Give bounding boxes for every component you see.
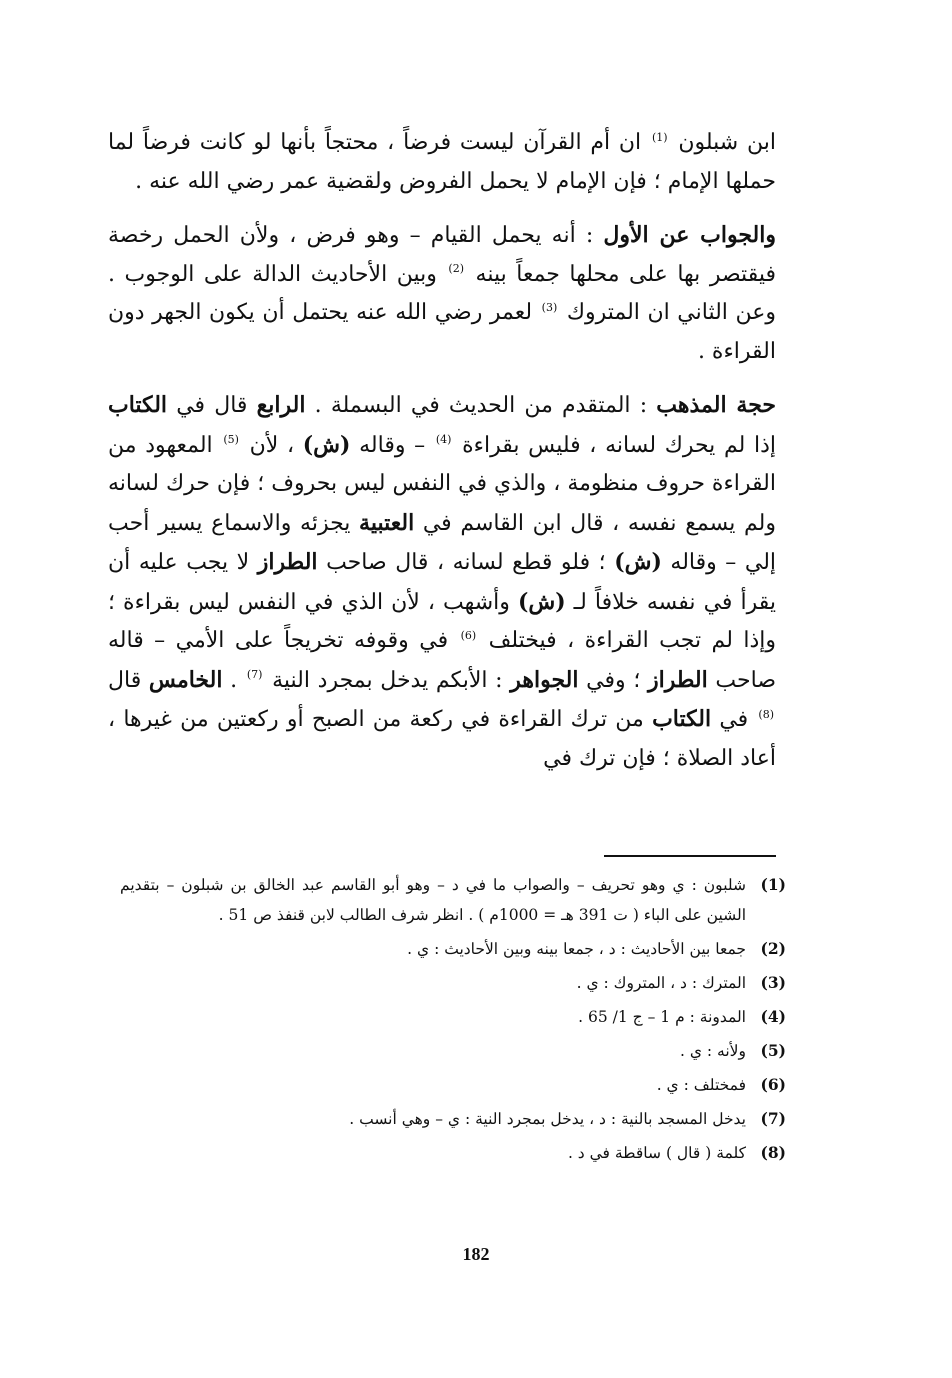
text-run: في: [711, 707, 757, 732]
bold-term: (ش): [614, 549, 662, 575]
text-run: إذا لم يحرك لسانه ، فليس بقراءة: [453, 432, 777, 458]
footnote-number: (4): [760, 1007, 786, 1026]
footnote-number: (8): [760, 1143, 786, 1162]
footnote-reference: (6): [460, 628, 477, 642]
footnote-number: (2): [760, 939, 786, 958]
bold-term: الطراز: [647, 666, 708, 693]
footnote-text: جمعا بين الأحاديث : د ، جمعا بينه وبين الأحاديث : ي .: [407, 940, 746, 958]
footnote-number: (7): [760, 1109, 786, 1128]
text-run: يجزئه والاسماع يسير أحب إلي – وقاله: [108, 510, 777, 575]
bold-term: الجواهر: [510, 666, 579, 693]
paragraph-3: [108, 386, 776, 778]
footnote-item: [120, 1036, 786, 1066]
text-run: من ترك القراءة في ركعة من الصبح أو ركعتين من غيرها ، أعاد الصلاة ؛ فإن ترك في: [108, 707, 776, 771]
footnote-number: (3): [760, 973, 786, 992]
paragraph-1: [108, 124, 776, 201]
footnote-reference: (5): [223, 433, 239, 447]
footnote-text: المدونة : م 1 – ج 1/ 65 .: [578, 1008, 746, 1026]
footnote-item: [120, 1138, 786, 1168]
text-run: لا يجب عليه أن يقرأ في نفسه خلافاً لـ: [108, 550, 776, 615]
text-run: وأشهب ، لأن الذي في النفس ليس بقراءة ؛ وإذا لم تجب القراءة ، فيختلف: [108, 589, 776, 653]
footnote-text: كلمة ( قال ) ساقطة في د .: [567, 1144, 746, 1162]
footnote-reference: (2): [448, 262, 464, 276]
main-text: [108, 124, 776, 778]
footnote-item: [120, 1002, 786, 1032]
text-run: قال في: [167, 393, 257, 418]
bold-term: (ش): [302, 431, 351, 458]
text-run: : أنه يحمل القيام – وهو فرض ، ولأن الحمل رخصة فيقتصر بها على محلها جمعاً بينه: [108, 223, 776, 287]
text-run: المعهود من القراءة حروف منظومة ، والذي في النفس ليس بحروف ؛ فإن حرك لسانه ولم يسمع نفسه ، قال ابن القاسم في: [108, 432, 776, 536]
footnote-text: يدخل المسجد بالنية : د ، يدخل بمجرد النية : ي – وهي أنسب .: [349, 1110, 746, 1128]
footnote-separator: [604, 855, 776, 857]
footnote-item: [120, 870, 786, 930]
footnotes-list: [120, 870, 786, 1172]
footnote-number: (1): [760, 875, 786, 894]
footnote-text: فمختلف : ي .: [656, 1076, 746, 1094]
footnote-item: [120, 1104, 786, 1134]
text-run: : المتقدم من الحديث في البسملة .: [305, 393, 657, 418]
footnote-item: [120, 1070, 786, 1100]
text-run: .: [222, 667, 245, 693]
text-run: : الأبكم يدخل بمجرد النية: [264, 667, 511, 693]
text-run: قال: [108, 667, 149, 693]
text-run: ، لأن: [240, 432, 303, 458]
bold-term: (ش): [517, 588, 566, 615]
text-run: ابن شبلون: [669, 130, 776, 155]
bold-term: الطراز: [257, 549, 318, 575]
page-number: 182: [462, 1244, 490, 1264]
text-run: ؛ فلو قطع لسانه ، قال صاحب: [317, 550, 615, 575]
footnote-reference: (8): [758, 707, 774, 721]
footnote-item: [120, 968, 786, 998]
bold-term: العتبية: [359, 509, 415, 536]
footnote-text: ولأنه : ي .: [679, 1042, 746, 1060]
footnote-reference: (7): [246, 668, 263, 682]
footnote-reference: (3): [541, 300, 558, 314]
text-run: وبين الأحاديث الدالة على الوجوب . وعن الثاني ان المتروك: [108, 261, 776, 325]
bold-term: الكتاب: [652, 706, 712, 732]
footnote-reference: (4): [435, 433, 452, 447]
paragraph-2: [108, 216, 776, 371]
text-run: في وقوفه تخريجاً على الأمي – قاله صاحب: [108, 628, 776, 693]
bold-term: الكتاب: [108, 392, 168, 418]
text-run: – وقاله: [350, 432, 434, 458]
footnote-number: (6): [760, 1075, 786, 1094]
bold-term: الرابع: [256, 392, 306, 418]
footnote-text: المترك : د ، المتروك : ي .: [576, 974, 746, 992]
bold-term: والجواب عن الأول: [603, 222, 776, 248]
footnote-item: [120, 934, 786, 964]
footnote-reference: (1): [651, 130, 668, 144]
bold-term: الخامس: [148, 666, 223, 693]
text-run: ؛ وفي: [578, 667, 648, 693]
footnote-number: (5): [760, 1041, 786, 1060]
footnote-text: شلبون : ي وهو تحريف – والصواب ما في د – وهو أبو القاسم عبد الخالق بن شبلون – بتقديم الشين على الباء ( ت 391 هـ = 1000م ) . انظر شرف الطالب لابن قنفذ ص 51 .: [120, 876, 746, 924]
bold-term: حجة المذهب: [656, 392, 776, 418]
text-run: لعمر رضي الله عنه يحتمل أن يكون الجهر دون القراءة .: [108, 300, 776, 364]
text-run: ان أم القرآن ليست فرضاً ، محتجاً بأنها لو كانت فرضاً لما حملها الإمام ؛ فإن الإمام لا يحمل الفروض ولقضية عمر رضي الله عنه .: [108, 130, 776, 194]
